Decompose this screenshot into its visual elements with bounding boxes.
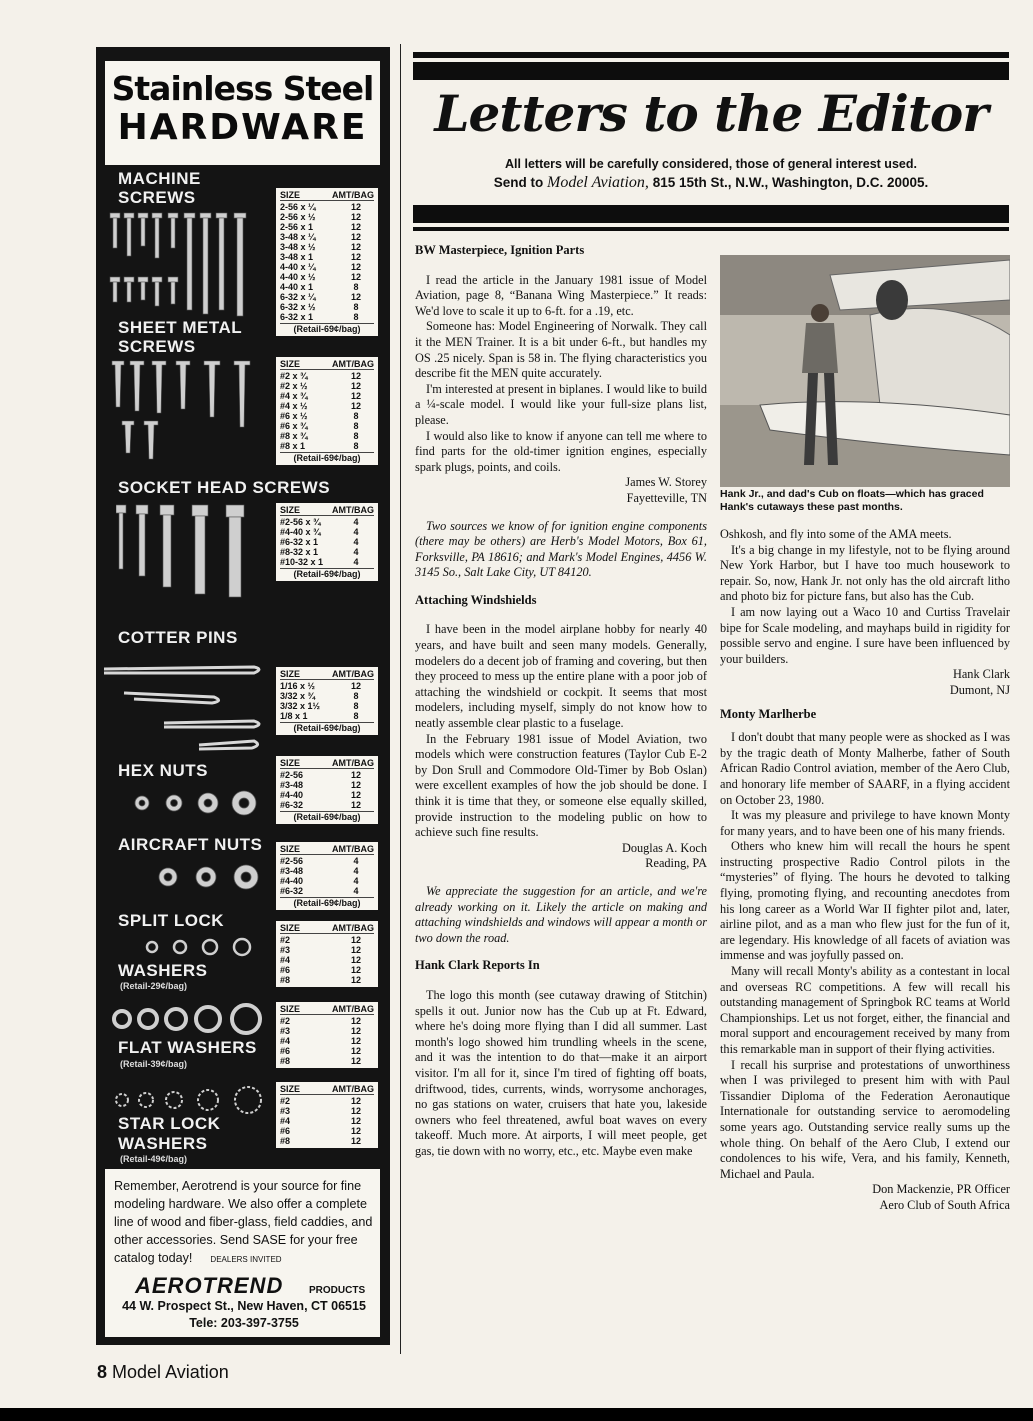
table-hex-nuts (276, 756, 378, 824)
cell-size: #6 (280, 1126, 291, 1136)
header-send-to (413, 174, 1009, 192)
cell-size: #4-40 (280, 876, 304, 886)
th-size: SIZE (280, 190, 301, 200)
cell-size: 4-40 x ¼ (280, 262, 316, 272)
cell-size: #8 (280, 1056, 291, 1066)
section-star-lock: STAR LOCK (118, 1114, 221, 1133)
cell-size: #3 (280, 1106, 291, 1116)
cell-size: #4 (280, 1116, 291, 1126)
cell-amt: 12 (350, 1036, 361, 1046)
cell-amt: 12 (350, 1096, 361, 1106)
editor-response: We appreciate the suggestion for an article, and we're already working on it. Likely the article on making and attaching windshields and windows will appear a month or two down the road. (415, 883, 707, 945)
section-socket-head-screws: SOCKET HEAD SCREWS (118, 478, 331, 497)
letter-paragraph: Someone has: Model Engineering of Norwalk. They call it the MEN Trainer. It is a bit under 6-ft., but handles my OS .25 nicely. Span is 58 in. The flying characteristics you describe fit the MEN quite accurately. (415, 319, 707, 381)
th-size: SIZE (280, 923, 301, 933)
signature-place: Fayetteville, TN (626, 490, 707, 505)
cell-amt: 12 (350, 1126, 361, 1136)
cell-amt: 12 (350, 272, 361, 282)
cell-size: #4-40 x ¾ (280, 527, 321, 537)
cell-size: #2 (280, 1096, 291, 1106)
table-cotter-pins (276, 667, 378, 735)
section-cotter-pins: COTTER PINS (118, 628, 238, 647)
cell-amt: 12 (350, 401, 361, 411)
split-lock-washers-illustration (142, 933, 262, 961)
socket-head-screws-illustration (116, 503, 266, 603)
letter-paragraph: I am now laying out a Waco 10 and Curtiss Travelair bipe for Scale modeling, and mayhaps build in rigidity for possible servo and engine. I sure have been influenced by your builders. (720, 604, 1010, 666)
editor-response: Two sources we know of for ignition engine components (there may be others) are Herb's Model Motors, Box 61, Forksville, PA 18616; and Mark's Model Engines, 4456 W. 3145 So., Salt Lake City, UT 84120. (415, 518, 707, 580)
cell-amt: 12 (350, 222, 361, 232)
signature-name: Don Mackenzie, PR Officer (872, 1182, 1010, 1197)
cell-size: #6 x ½ (280, 411, 308, 421)
cell-amt: 4 (353, 866, 359, 876)
aircraft-nuts-illustration (156, 859, 266, 895)
letter-paragraph: I don't doubt that many people were as shocked as I was by the tragic death of Monty Malherbe, father of South African Radio Control aviation, member of the Aero Club, and honorary life member of SAARF, in a flying accident on October 23, 1980. (720, 730, 1010, 807)
cell-amt: 12 (350, 262, 361, 272)
th-size: SIZE (280, 1004, 301, 1014)
th-amt: AMT/BAG (332, 758, 374, 768)
cell-amt: 12 (350, 955, 361, 965)
cell-amt: 4 (353, 557, 359, 567)
send-to-address: 815 15th St., N.W., Washington, D.C. 20005. (652, 175, 929, 190)
cell-size: #8 (280, 1136, 291, 1146)
send-to-label: Send to (493, 175, 544, 190)
split-lock-retail: (Retail-29¢/bag) (120, 981, 188, 991)
photo-illustration (720, 255, 1010, 487)
aerotrend-products: PRODUCTS (309, 1285, 366, 1296)
ad-phone: Tele: 203-397-3755 (189, 1316, 299, 1330)
cell-size: #3 (280, 945, 291, 955)
letter-paragraph: Others who knew him will recall the hours he spent instructing prospective Radio Control pilots in the “mysteries” of flying. The hours he devoted to talking flying, promoting flying, and recounting anecdotes from his long career as a World War II fighter pilot and, later, airline pilot, and as a man who flew just for the fun of it, are legendary. His knowledge of all facets of aviation was immense and was joyfully passed on. (720, 839, 1010, 963)
cell-size: #8 x 1 (280, 441, 306, 451)
cell-amt: 8 (353, 711, 359, 721)
cell-size: #10-32 x 1 (280, 557, 324, 567)
th-amt: AMT/BAG (332, 923, 374, 933)
cell-size: #8-32 x 1 (280, 547, 319, 557)
cell-amt: 12 (350, 371, 361, 381)
cell-amt: 8 (353, 421, 359, 431)
ad-address: 44 W. Prospect St., New Haven, CT 06515 (122, 1299, 366, 1313)
cell-size: #3 (280, 1026, 291, 1036)
section-sheet-metal-screws: SHEET METAL SCREWS (118, 318, 242, 356)
cell-amt: 4 (353, 886, 359, 896)
cell-amt: 12 (350, 1116, 361, 1126)
cell-size: 3-48 x ½ (280, 242, 316, 252)
cell-size: #2-56 (280, 856, 304, 866)
cell-size: #2 x ½ (280, 381, 308, 391)
cell-amt: 8 (353, 441, 359, 451)
hex-nuts-illustration (132, 785, 262, 821)
cell-amt: 8 (353, 302, 359, 312)
cell-amt: 8 (353, 282, 359, 292)
table-aircraft-nuts (276, 842, 378, 910)
star-lock-retail: (Retail-49¢/bag) (120, 1154, 188, 1164)
cell-size: 3-48 x 1 (280, 252, 314, 262)
cell-size: #4 (280, 955, 291, 965)
cell-amt: 12 (350, 242, 361, 252)
cell-amt: 12 (350, 1056, 361, 1066)
cell-size: 6-32 x ½ (280, 302, 316, 312)
cell-amt: 12 (350, 1106, 361, 1116)
header-rule-bottom (413, 227, 1009, 231)
cell-size: 1/16 x ½ (280, 681, 316, 691)
cell-size: 2-56 x 1 (280, 222, 314, 232)
ad-headline (105, 61, 380, 165)
cell-amt: 8 (353, 411, 359, 421)
cell-size: 2-56 x ½ (280, 212, 316, 222)
cell-amt: 12 (350, 770, 361, 780)
letter-paragraph: I read the article in the January 1981 issue of Model Aviation, page 8, “Banana Wing Masterpiece.” It reads: We'd love to scale it up to 6-ft. for a .19, etc. (415, 272, 707, 318)
th-amt: AMT/BAG (332, 505, 374, 515)
aerotrend-advertisement (96, 47, 390, 1345)
cell-size: #6 x ¾ (280, 421, 308, 431)
page-footer (97, 1362, 229, 1383)
th-amt: AMT/BAG (332, 1004, 374, 1014)
section-hex-nuts: HEX NUTS (118, 761, 208, 780)
signature-place: Aero Club of South Africa (879, 1197, 1010, 1212)
cell-amt: 12 (350, 381, 361, 391)
cell-amt: 12 (350, 232, 361, 242)
letter-heading: Monty Marlherbe (720, 706, 817, 721)
cell-size: #3-48 (280, 866, 304, 876)
cell-amt: 12 (350, 1026, 361, 1036)
cell-amt: 12 (350, 1016, 361, 1026)
cell-size: 3-48 x ¼ (280, 232, 316, 242)
page-title: Letters to the Editor (434, 84, 988, 143)
aerotrend-logo: AEROTREND (135, 1273, 284, 1298)
cell-amt: 4 (353, 547, 359, 557)
machine-screws-illustration (108, 209, 258, 319)
cell-size: #6 (280, 965, 291, 975)
dealers-invited: DEALERS INVITED (210, 1255, 282, 1264)
th-size: SIZE (280, 1084, 301, 1094)
signature-place: Dumont, NJ (949, 682, 1010, 697)
sheet-metal-screws-illustration (110, 359, 260, 469)
letter-paragraph: I have been in the model airplane hobby for nearly 40 years, and have built and seen many models. Generally, modelers do a decent job of framing and covering, but then they proceed to mess up the entire plane with a poor job of attaching the windshield or cockpit. It seems that most modelers, including myself, simply do not know how to neatly assemble clear plastic to a fuselage. (415, 622, 707, 731)
cell-size: 4-40 x 1 (280, 282, 314, 292)
cell-amt: 4 (353, 537, 359, 547)
signature-name: Douglas A. Koch (621, 840, 707, 855)
retail-price: (Retail-69¢/bag) (280, 452, 374, 463)
cell-amt: 12 (350, 945, 361, 955)
cell-size: #4 x ½ (280, 401, 308, 411)
cell-amt: 12 (350, 391, 361, 401)
cell-size: #8 (280, 975, 291, 985)
retail-price: (Retail-69¢/bag) (280, 323, 374, 334)
promo-copy: Remember, Aerotrend is your source for fine modeling hardware. We also offer a complete line of wood and fiber-glass, field caddies, and other accessories. Send SASE for your free catalog today! (114, 1179, 373, 1265)
cell-amt: 4 (353, 876, 359, 886)
cell-amt: 8 (353, 701, 359, 711)
th-size: SIZE (280, 505, 301, 515)
cell-size: 6-32 x ¼ (280, 292, 316, 302)
letter-paragraph: I'm interested at present in biplanes. I would like to build a ¼-scale model. I would like your full-size plans list, please. (415, 381, 707, 427)
cell-amt: 8 (353, 312, 359, 322)
th-amt: AMT/BAG (332, 359, 374, 369)
column-divider (400, 44, 401, 1354)
cell-size: #2-56 (280, 770, 304, 780)
th-amt: AMT/BAG (332, 844, 374, 854)
page-number: 8 (97, 1362, 108, 1382)
cub-on-floats-photo (720, 255, 1010, 487)
th-size: SIZE (280, 758, 301, 768)
letter-paragraph: I recall his surprise and protestations of unworthiness when I was privileged to present him with with Paul Tissandier Diploma of the Federation Aeronautique Internationale for outstanding service to aeromodeling some years ago. Outstanding service really sums up the whole thing. On behalf of the Aero Club, I extend our condolences to his wife, Vera, and his family, Kenneth, Michael and Paula. (720, 1057, 1010, 1181)
photo-caption: Hank Jr., and dad's Cub on floats—which has graced Hank's cutaways these past months. (720, 488, 984, 513)
cell-amt: 12 (350, 1136, 361, 1146)
cell-amt: 12 (350, 935, 361, 945)
header-bar-bottom (413, 205, 1009, 223)
section-flat-washers: FLAT WASHERS (118, 1038, 257, 1057)
cell-size: #4-40 (280, 790, 304, 800)
letter-paragraph: Many will recall Monty's ability as a contestant in local and overseas RC competitions. A few will recall his outstanding management of Springbok RC teams at World Championships. Let us not forget, either, the financial and moral support and encouragement received by many from this remarkable man in support of their flying activities. (720, 964, 1010, 1056)
cell-size: #2 (280, 1016, 291, 1026)
retail-price: (Retail-69¢/bag) (280, 811, 374, 822)
header-subtitle: All letters will be carefully considered, those of general interest used. (505, 157, 917, 171)
cell-amt: 4 (353, 527, 359, 537)
letter-heading: BW Masterpiece, Ignition Parts (415, 243, 585, 257)
cell-size: #6 (280, 1046, 291, 1056)
table-star-lock-washers (276, 1082, 378, 1148)
ad-title-line2: HARDWARE (117, 107, 368, 148)
cell-amt: 12 (350, 681, 361, 691)
letter-paragraph: The logo this month (see cutaway drawing of Stitchin) spells it out. Junior now has the Cub up at Ft. Edward, where he's doing more flying than I did all summer. Last month's logo showed him trundling wheels in the scene, and it was the intention to do that—make it an airport visitor. I'm all for it, since I'm tired of fighting off boats, driftwood, tides, currents, winds, worrysome anchorages, no gas stations on water, cruisers that hate you, lakeside owners who feel threatened, awful boat waves on every takeoff. Much more. At airports, I will meet people, get gas, tie down with no worry, etc., etc. Maybe even make (415, 987, 707, 1158)
flat-washers-retail: (Retail-39¢/bag) (120, 1059, 188, 1069)
cell-amt: 12 (350, 1046, 361, 1056)
th-amt: AMT/BAG (332, 1084, 374, 1094)
table-machine-screws (276, 188, 378, 336)
retail-price: (Retail-69¢/bag) (280, 897, 374, 908)
retail-price: (Retail-69¢/bag) (280, 722, 374, 733)
section-machine-screws: MACHINE SCREWS (118, 169, 201, 207)
signature-place: Reading, PA (645, 856, 707, 871)
cell-amt: 12 (350, 800, 361, 810)
signature-name: James W. Storey (625, 475, 707, 490)
cell-size: 2-56 x ¼ (280, 202, 316, 212)
cell-size: #4 (280, 1036, 291, 1046)
section-split-lock-washers: WASHERS (118, 961, 208, 980)
header-rule-top (413, 52, 1009, 58)
th-size: SIZE (280, 844, 301, 854)
letter-paragraph: Oshkosh, and fly into some of the AMA meets. (720, 527, 952, 541)
cell-size: #6-32 (280, 800, 304, 810)
th-amt: AMT/BAG (332, 190, 374, 200)
cell-amt: 12 (350, 975, 361, 985)
cell-amt: 12 (350, 292, 361, 302)
cell-amt: 12 (350, 790, 361, 800)
cell-amt: 12 (350, 202, 361, 212)
letter-paragraph: I would also like to know if anyone can tell me where to find parts for the old-timer ignition engines, especially spark plugs, points, and coils. (415, 428, 707, 474)
cell-size: 3/32 x ¾ (280, 691, 316, 701)
table-split-lock-washers (276, 921, 378, 987)
cell-size: #2-56 x ¾ (280, 517, 321, 527)
cell-size: 6-32 x 1 (280, 312, 314, 322)
cell-amt: 8 (353, 431, 359, 441)
letters-column-left (415, 243, 707, 1159)
header-bar-top (413, 62, 1009, 80)
cell-amt: 8 (353, 691, 359, 701)
cell-size: 3/32 x 1½ (280, 701, 321, 711)
star-lock-washers-illustration (112, 1083, 272, 1117)
letter-paragraph: In the February 1981 issue of Model Aviation, two models which were construction features (Taylor Cub E-2 by Don Srull and Commodore Old-Timer by Bob Oslan) were excellent examples of how the job should be done. I think it is time that they, or someone else equally skilled, provide instruction to the modeling public on how to achieve such fine results. (415, 731, 707, 840)
scan-border-bottom (0, 1408, 1033, 1421)
cell-size: 4-40 x ½ (280, 272, 316, 282)
cell-size: #3-48 (280, 780, 304, 790)
retail-price: (Retail-69¢/bag) (280, 568, 374, 579)
table-socket-head-screws (276, 503, 378, 581)
cell-size: 1/8 x 1 (280, 711, 308, 721)
cell-amt: 12 (350, 252, 361, 262)
cell-size: #4 x ¾ (280, 391, 308, 401)
th-size: SIZE (280, 669, 301, 679)
ad-promo-text (114, 1177, 374, 1269)
section-split-lock: SPLIT LOCK (118, 911, 225, 930)
cotter-pins-illustration (104, 659, 276, 759)
cell-amt: 4 (353, 517, 359, 527)
cell-amt: 12 (350, 780, 361, 790)
letter-heading: Hank Clark Reports In (415, 958, 540, 973)
cell-size: #2 x ¾ (280, 371, 308, 381)
ad-title-line1: Stainless Steel (111, 69, 374, 108)
signature-name: Hank Clark (952, 667, 1010, 682)
magazine-name: Model Aviation (112, 1362, 229, 1382)
section-aircraft-nuts: AIRCRAFT NUTS (118, 835, 263, 854)
cell-size: #8 x ¾ (280, 431, 308, 441)
table-sheet-metal-screws (276, 357, 378, 465)
send-to-magazine: Model Aviation, (547, 174, 649, 191)
th-size: SIZE (280, 359, 301, 369)
table-flat-washers (276, 1002, 378, 1068)
flat-washers-illustration (110, 999, 270, 1039)
letter-heading: Attaching Windshields (415, 592, 537, 607)
letter-paragraph: It was my pleasure and privilege to have known Monty for many years, and to have been one of his many friends. (720, 808, 1010, 838)
cell-size: #2 (280, 935, 291, 945)
letters-column-right (720, 527, 1010, 1214)
th-amt: AMT/BAG (332, 669, 374, 679)
cell-amt: 12 (350, 965, 361, 975)
cell-amt: 4 (353, 856, 359, 866)
ad-promo-box (105, 1169, 380, 1337)
cell-amt: 12 (350, 212, 361, 222)
section-star-lock-washers: WASHERS (118, 1134, 208, 1153)
cell-size: #6-32 (280, 886, 304, 896)
cell-size: #6-32 x 1 (280, 537, 319, 547)
letter-paragraph: It's a big change in my lifestyle, not to be flying around New York Harbor, but I have too much housework to repair. So, now, Hank Jr. not only has the old aircraft litho and photo biz for picture fans, but also has the Cub. (720, 542, 1010, 604)
